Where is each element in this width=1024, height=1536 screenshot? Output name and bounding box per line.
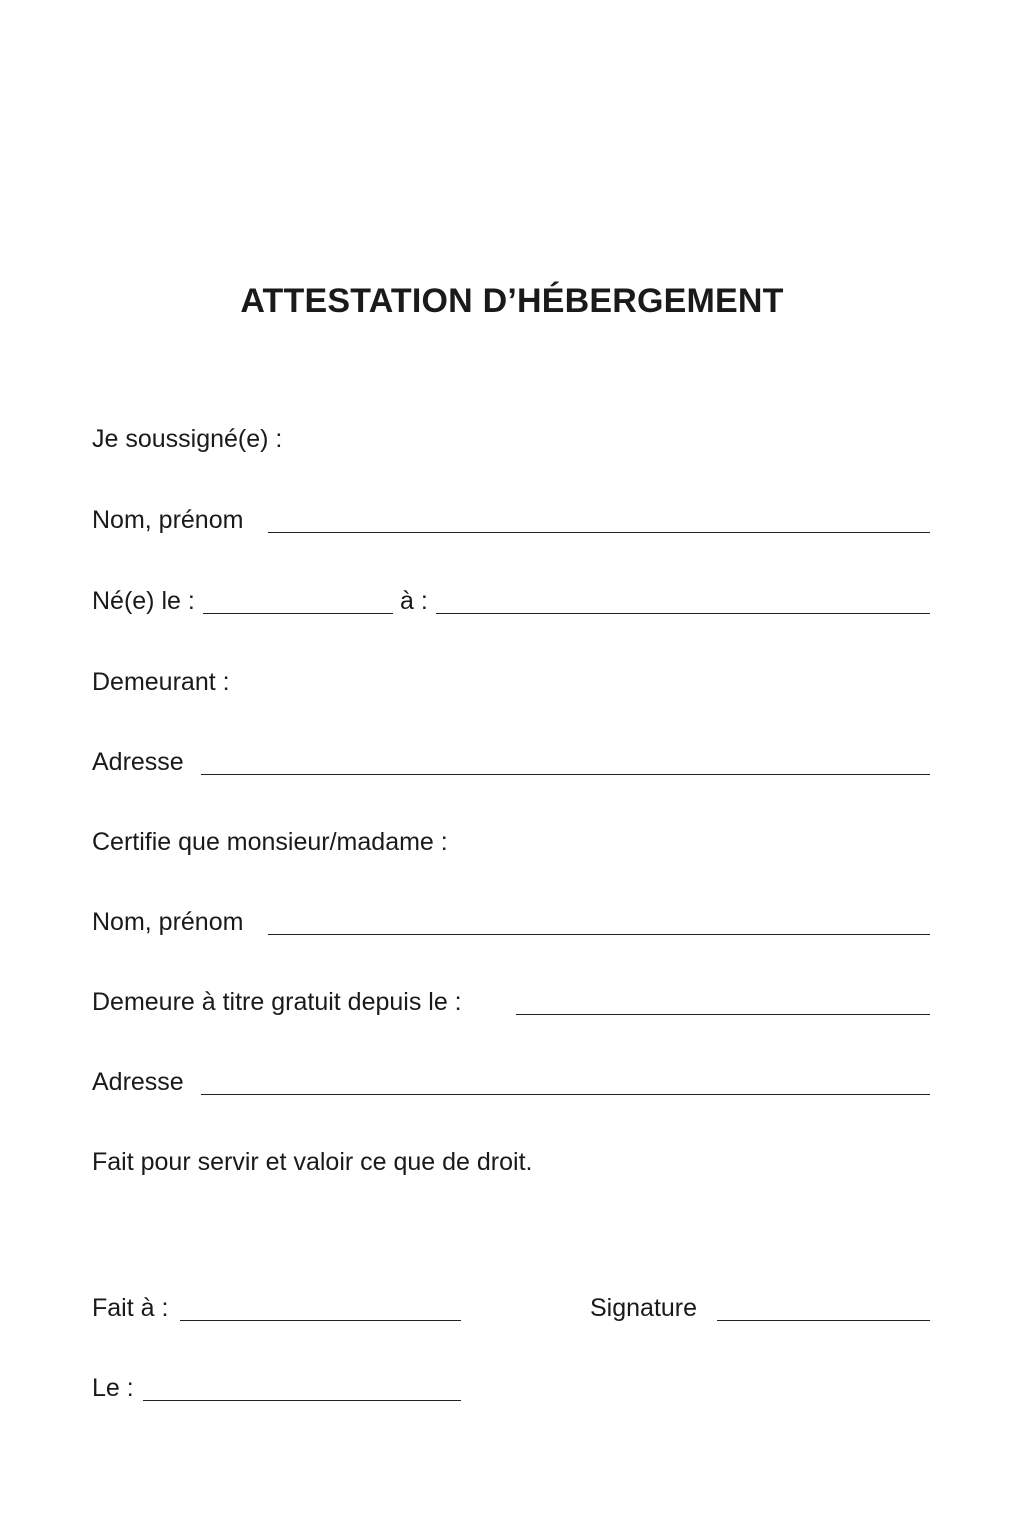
birth-place-label: à : (400, 587, 428, 615)
signature-field[interactable] (717, 1320, 930, 1321)
host-address-field[interactable] (201, 774, 930, 775)
document-title: ATTESTATION D’HÉBERGEMENT (240, 282, 784, 320)
certify-label: Certifie que monsieur/madame : (92, 828, 448, 856)
host-address-label: Adresse (92, 748, 184, 776)
date-field[interactable] (143, 1400, 461, 1401)
made-at-label: Fait à : (92, 1294, 169, 1322)
residing-label: Demeurant : (92, 668, 230, 696)
signature-label: Signature (590, 1294, 698, 1322)
guest-name-field[interactable] (268, 934, 930, 935)
birth-date-label: Né(e) le : (92, 587, 195, 615)
free-since-label: Demeure à titre gratuit depuis le : (92, 988, 462, 1016)
guest-address-label: Adresse (92, 1068, 184, 1096)
intro-label: Je soussigné(e) : (92, 425, 283, 453)
birth-date-field[interactable] (203, 613, 393, 614)
guest-name-label: Nom, prénom (92, 908, 244, 936)
made-at-field[interactable] (180, 1320, 461, 1321)
guest-address-field[interactable] (201, 1094, 930, 1095)
host-name-field[interactable] (268, 532, 930, 533)
date-label: Le : (92, 1374, 134, 1402)
closing-text: Fait pour servir et valoir ce que de droit. (92, 1148, 533, 1176)
host-name-label: Nom, prénom (92, 506, 244, 534)
birth-place-field[interactable] (436, 613, 930, 614)
free-since-field[interactable] (516, 1014, 930, 1015)
